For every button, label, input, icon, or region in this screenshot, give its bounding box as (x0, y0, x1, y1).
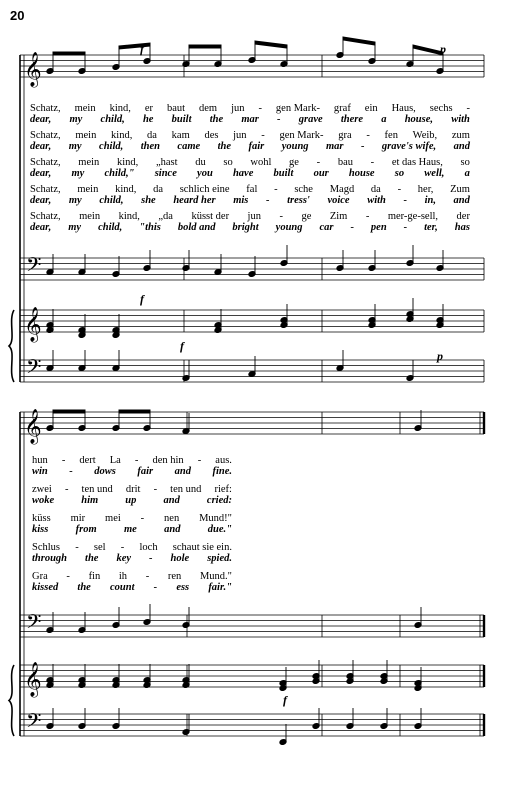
lyric-syllable: gen Mark- (279, 130, 324, 141)
lyric-syllable: rief: (214, 484, 232, 495)
lyric-line-3-en (32, 524, 232, 535)
lyric-line-3-en (30, 168, 470, 179)
lyric-syllable: my (68, 195, 82, 206)
lyric-line-5-de (32, 571, 232, 582)
page-number: 20 (10, 8, 25, 23)
lyric-syllable: ge (289, 157, 299, 168)
lyric-syllable: dear, (30, 141, 52, 152)
lyric-syllable: dear, (30, 168, 52, 179)
lyric-syllable: jun (233, 130, 247, 141)
lyric-syllable: ren (167, 571, 182, 582)
lyric-syllable: my (68, 222, 82, 233)
lyric-syllable: - (69, 466, 73, 477)
lyric-syllable: the (85, 553, 99, 564)
lyric-syllable: through (32, 553, 68, 564)
lyric-syllable: the (209, 114, 224, 125)
lyric-syllable: Zim (329, 211, 348, 222)
lyric-line-2-en (30, 141, 470, 152)
lyric-syllable: Schatz, (30, 130, 61, 141)
lyric-syllable: La (109, 455, 121, 466)
lyric-syllable: came (177, 141, 201, 152)
lyric-syllable: - (258, 103, 262, 114)
lyric-syllable: mir (70, 513, 86, 524)
lyric-syllable: well, (424, 168, 445, 179)
lyric-syllable: - (64, 484, 69, 495)
lyric-syllable: sechs (429, 103, 453, 114)
treble-clef-icon: 𝄞 (24, 52, 42, 87)
lyric-syllable: cried: (206, 495, 232, 506)
lyric-syllable: car (319, 222, 334, 233)
lyric-syllable: kind, (109, 103, 131, 114)
treble-clef-icon: 𝄞 (24, 307, 42, 342)
lyric-syllable: her, (417, 184, 434, 195)
lyric-syllable: a (381, 114, 387, 125)
lyric-syllable: pen (370, 222, 387, 233)
lyric-syllable: aus. (215, 455, 232, 466)
lyric-syllable: mar (326, 141, 344, 152)
lyric-syllable: jun (247, 211, 261, 222)
lyric-syllable: bright (232, 222, 259, 233)
lyric-line-4-en (32, 553, 232, 564)
lyric-syllable: - (403, 222, 408, 233)
lyric-syllable: schlich eine (179, 184, 230, 195)
lyric-syllable: then (140, 141, 160, 152)
lyric-syllable: Mund!" (199, 513, 232, 524)
lyric-syllable: - (466, 103, 470, 114)
lyric-syllable: with (451, 114, 470, 125)
lyric-syllable: küsst der (191, 211, 230, 222)
lyric-syllable: dows (94, 466, 116, 477)
lyric-syllable: mei (105, 513, 121, 524)
lyric-syllable: mer-ge-sell, (387, 211, 439, 222)
lyric-line-5-de (30, 211, 470, 222)
lyric-syllable: - (265, 195, 270, 206)
lyric-syllable: zwei (32, 484, 52, 495)
lyric-syllable: the (77, 582, 91, 593)
lyric-syllable: Gra (32, 571, 48, 582)
lyric-syllable: - (397, 184, 402, 195)
lyric-syllable: Zum (450, 184, 470, 195)
bass-clef-icon: 𝄢 (26, 709, 42, 737)
treble-clef-icon: 𝄞 (24, 662, 42, 697)
lyric-syllable: the (217, 141, 232, 152)
dynamic-piano-2: p (437, 349, 443, 363)
lyric-syllable: des (204, 130, 219, 141)
lyric-syllable: dear, (30, 195, 52, 206)
lyric-syllable: - (370, 157, 375, 168)
treble-clef-icon: 𝄞 (24, 409, 42, 444)
lyric-syllable: da (153, 184, 163, 195)
lyric-syllable: kind, (111, 130, 133, 141)
lyric-syllable: ih (118, 571, 128, 582)
lyrics-system-1 (30, 103, 470, 233)
lyric-syllable: "this (139, 222, 161, 233)
lyric-syllable: - (120, 542, 125, 553)
lyric-syllable: Schatz, (30, 103, 61, 114)
lyrics-system-2 (32, 455, 232, 593)
lyric-line-1-de (30, 103, 470, 114)
lyric-syllable: has (454, 222, 470, 233)
lyric-syllable: baut (166, 103, 186, 114)
lyric-syllable: - (360, 141, 365, 152)
lyric-syllable: my (68, 141, 82, 152)
bass-clef-icon: 𝄢 (26, 355, 42, 383)
lyric-syllable: me (123, 524, 137, 535)
lyric-syllable: dert (79, 455, 96, 466)
lyric-line-1-de (32, 455, 232, 466)
lyric-syllable: fair (248, 141, 265, 152)
lyric-syllable: gen Mark- (275, 103, 320, 114)
lyric-line-1-en (32, 466, 232, 477)
lyric-syllable: Mund." (199, 571, 232, 582)
lyric-syllable: in, (424, 195, 436, 206)
lyric-syllable: fair." (208, 582, 232, 593)
lyric-syllable: et das Haus, (391, 157, 443, 168)
lyric-syllable: bold and (177, 222, 216, 233)
lyric-syllable: sel (93, 542, 106, 553)
lyric-syllable: Weib, (412, 130, 438, 141)
lyric-syllable: mein (78, 157, 100, 168)
lyric-syllable: ten und (81, 484, 113, 495)
lyric-syllable: Schatz, (30, 184, 61, 195)
lyric-syllable: tress' (287, 195, 310, 206)
lyric-line-2-de (30, 130, 470, 141)
lyric-syllable: - (61, 455, 66, 466)
lyric-syllable: house, (404, 114, 434, 125)
lyric-syllable: - (279, 211, 283, 222)
lyric-syllable: „hast (155, 157, 178, 168)
lyric-syllable: voice (327, 195, 350, 206)
lyric-syllable: young (281, 141, 309, 152)
lyric-syllable: - (197, 455, 202, 466)
lyric-syllable: ge (301, 211, 312, 222)
lyric-syllable: and (163, 495, 180, 506)
lyric-syllable: ess (176, 582, 190, 593)
lyric-syllable: a (464, 168, 470, 179)
lyric-syllable: spied. (207, 553, 232, 564)
lyric-syllable: gra (338, 130, 352, 141)
lyric-syllable: - (350, 222, 354, 233)
bass-clef-icon: 𝄢 (26, 610, 42, 638)
lyric-syllable: have (232, 168, 254, 179)
lyric-syllable: ter, (424, 222, 438, 233)
lyric-syllable: win (32, 466, 48, 477)
lyric-syllable: - (140, 513, 145, 524)
lyric-syllable: loch (139, 542, 158, 553)
lyric-syllable: - (75, 542, 79, 553)
lyric-syllable: woke (32, 495, 55, 506)
lyric-syllable: drit (125, 484, 141, 495)
lyric-syllable: count (109, 582, 135, 593)
lyric-syllable: - (66, 571, 70, 582)
lyric-syllable: child, (99, 195, 124, 206)
lyric-syllable: with (367, 195, 386, 206)
lyric-syllable: küss (32, 513, 51, 524)
lyric-syllable: kind, (118, 211, 140, 222)
lyric-line-4-en (30, 195, 470, 206)
lyric-syllable: my (69, 114, 83, 125)
lyric-syllable: and (453, 141, 470, 152)
lyric-syllable: since (154, 168, 177, 179)
lyric-syllable: fair (137, 466, 154, 477)
lyric-syllable: so (394, 168, 405, 179)
lyric-syllable: hole (170, 553, 190, 564)
lyric-syllable: dear, (30, 114, 52, 125)
lyric-syllable: „da (158, 211, 173, 222)
lyric-syllable: she (141, 195, 156, 206)
lyric-syllable: kind, (115, 184, 137, 195)
dynamic-forte-1: f (140, 42, 144, 56)
lyric-syllable: - (316, 157, 321, 168)
lyric-syllable: Schatz, (30, 157, 61, 168)
lyric-syllable: Schlus (32, 542, 61, 553)
dynamic-forte-4: f (283, 693, 287, 707)
bass-clef-icon: 𝄢 (26, 253, 42, 281)
lyric-syllable: mar (241, 114, 259, 125)
lyric-syllable: kam (171, 130, 190, 141)
lyric-syllable: child, (98, 222, 123, 233)
lyric-syllable: house (348, 168, 375, 179)
dynamic-forte-2: f (140, 292, 144, 306)
lyric-syllable: den hin (152, 455, 184, 466)
lyric-syllable: and (174, 466, 191, 477)
lyric-syllable: built (171, 114, 192, 125)
lyric-syllable: Magd (329, 184, 355, 195)
lyric-syllable: - (403, 195, 407, 206)
lyric-syllable: child, (100, 114, 125, 125)
lyric-syllable: key (116, 553, 132, 564)
lyric-syllable: child," (104, 168, 135, 179)
lyric-line-2-de (32, 484, 232, 495)
lyric-syllable: fen (384, 130, 398, 141)
lyric-syllable: up (125, 495, 137, 506)
lyric-syllable: mein (79, 211, 101, 222)
lyric-syllable: du (195, 157, 206, 168)
lyric-syllable: - (153, 582, 158, 593)
lyric-syllable: - (145, 571, 150, 582)
lyric-syllable: fal (246, 184, 258, 195)
lyric-syllable: zum (451, 130, 470, 141)
lyric-syllable: heard her (173, 195, 216, 206)
dynamic-piano-1: p (440, 42, 446, 56)
lyric-syllable: hun (32, 455, 48, 466)
lyric-line-2-en (32, 495, 232, 506)
lyric-syllable: - (366, 130, 370, 141)
lyric-syllable: you (197, 168, 213, 179)
lyric-syllable: da (147, 130, 157, 141)
lyric-syllable: from (75, 524, 97, 535)
lyric-syllable: dear, (30, 222, 52, 233)
lyric-syllable: kind, (116, 157, 139, 168)
lyric-syllable: mein (75, 130, 97, 141)
lyric-syllable: young (275, 222, 303, 233)
lyric-syllable: ten und (170, 484, 202, 495)
lyric-syllable: ein (364, 103, 378, 114)
lyric-syllable: our (313, 168, 329, 179)
lyric-syllable: child, (99, 141, 124, 152)
lyric-syllable: so (460, 157, 470, 168)
lyric-line-3-de (30, 157, 470, 168)
lyric-syllable: so (223, 157, 233, 168)
lyric-syllable: fin (88, 571, 101, 582)
lyric-syllable: - (274, 184, 278, 195)
lyric-line-3-de (32, 513, 232, 524)
lyric-syllable: grave's wife, (381, 141, 437, 152)
lyric-syllable: and (453, 195, 470, 206)
lyric-line-4-de (30, 184, 470, 195)
lyric-syllable: nen (164, 513, 180, 524)
lyric-line-1-en (30, 114, 470, 125)
lyric-syllable: - (365, 211, 370, 222)
lyric-syllable: wohl (250, 157, 272, 168)
lyric-syllable: bau (337, 157, 353, 168)
lyric-syllable: der (456, 211, 470, 222)
lyric-syllable: - (261, 130, 265, 141)
lyric-syllable: da (370, 184, 381, 195)
lyric-syllable: - (134, 455, 139, 466)
lyric-syllable: sche (294, 184, 313, 195)
lyric-syllable: there (340, 114, 364, 125)
lyric-syllable: dem (199, 103, 218, 114)
lyric-syllable: - (153, 484, 158, 495)
lyric-syllable: kissed (32, 582, 59, 593)
lyric-syllable: jun (231, 103, 245, 114)
lyric-syllable: he (142, 114, 154, 125)
lyric-syllable: mein (74, 103, 96, 114)
lyric-syllable: Schatz, (30, 211, 61, 222)
lyric-syllable: built (273, 168, 294, 179)
lyric-line-4-de (32, 542, 232, 553)
dynamic-forte-3: f (180, 339, 184, 353)
lyric-line-5-en (32, 582, 232, 593)
lyric-syllable: schaut sie ein. (172, 542, 232, 553)
lyric-syllable: er (144, 103, 153, 114)
lyric-line-5-en (30, 222, 470, 233)
lyric-syllable: - (277, 114, 281, 125)
lyric-syllable: fine. (212, 466, 232, 477)
lyric-syllable: grave (298, 114, 323, 125)
lyric-syllable: - (149, 553, 153, 564)
lyric-syllable: due." (207, 524, 232, 535)
lyric-syllable: graf (333, 103, 351, 114)
lyric-syllable: my (71, 168, 85, 179)
lyric-syllable: mein (77, 184, 99, 195)
lyric-syllable: Haus, (391, 103, 416, 114)
lyric-syllable: him (81, 495, 99, 506)
lyric-syllable: kiss (32, 524, 49, 535)
lyric-syllable: mis (233, 195, 249, 206)
lyric-syllable: and (164, 524, 181, 535)
